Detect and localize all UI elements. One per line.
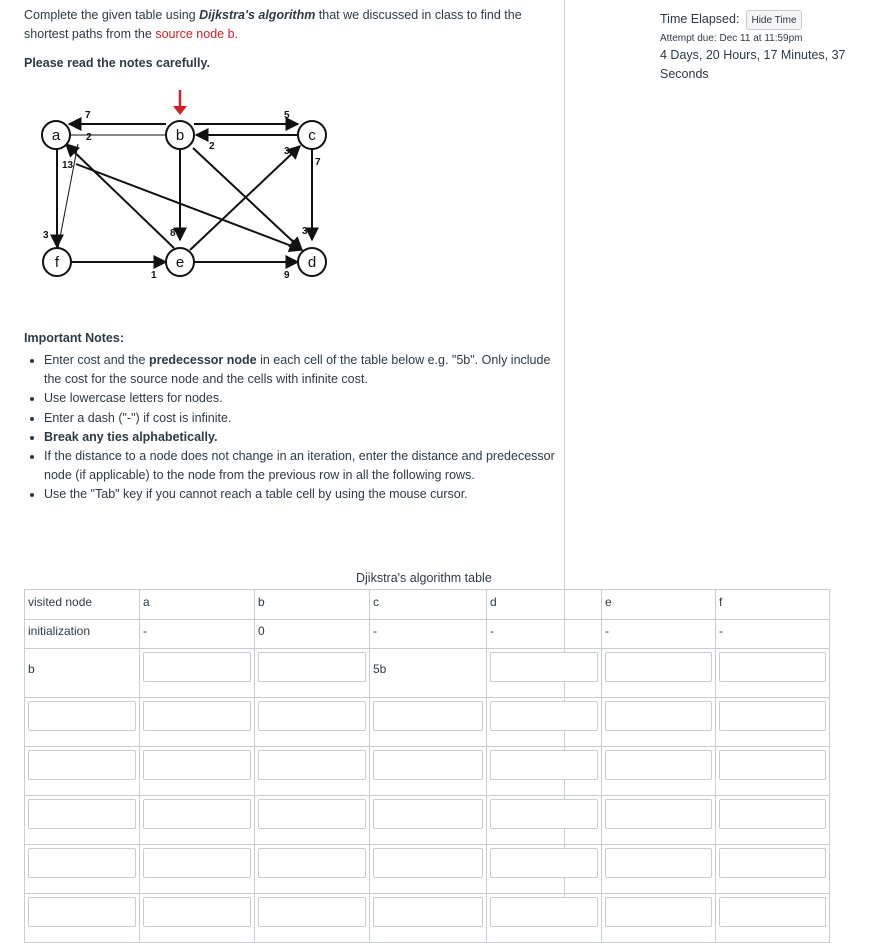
- node-d: [298, 248, 326, 276]
- weight-cd: 7: [315, 157, 321, 168]
- cell-a-input[interactable]: [140, 747, 255, 796]
- notes-title: Important Notes:: [24, 331, 124, 345]
- cell-e-input[interactable]: [602, 796, 716, 845]
- cell-f-input[interactable]: [716, 894, 830, 943]
- weight-ed: 9: [284, 270, 290, 281]
- visited-node-input[interactable]: [25, 796, 140, 845]
- note-item: • If the distance to a node does not change in an iteration, enter the distance and predecessor node (if applicable) to the node from the previous row in all the following rows.: [44, 447, 564, 485]
- visited-node-input[interactable]: [25, 845, 140, 894]
- notes-list: [26, 351, 564, 505]
- source-node-text: source node b.: [155, 27, 239, 41]
- note-item: • Use lowercase letters for nodes.: [44, 389, 564, 408]
- node-a: [42, 121, 70, 149]
- elapsed-time-line-1: 4 Days, 20 Hours, 17 Minutes, 37: [660, 48, 846, 62]
- init-c: -: [370, 620, 487, 649]
- weight-fe: 1: [151, 270, 157, 281]
- svg-text:c: c: [308, 127, 316, 144]
- cell-e-input[interactable]: [602, 747, 716, 796]
- header-c: c: [370, 590, 487, 620]
- init-label: initialization: [25, 620, 140, 649]
- init-d: -: [487, 620, 602, 649]
- header-b: b: [255, 590, 370, 620]
- header-a: a: [140, 590, 255, 620]
- time-elapsed-label: Time Elapsed:: [660, 12, 740, 26]
- note-item: • Enter a dash ("-") if cost is infinite.: [44, 409, 564, 428]
- elapsed-time-line-2: Seconds: [660, 67, 709, 81]
- weight-bd: 3: [302, 226, 308, 237]
- table-row: [25, 845, 830, 894]
- visited-node-input[interactable]: [25, 894, 140, 943]
- cell-b-input[interactable]: [255, 845, 370, 894]
- cell-e-input[interactable]: [602, 649, 716, 698]
- cell-b-input[interactable]: [255, 894, 370, 943]
- cell-f-input[interactable]: [716, 649, 830, 698]
- cell-a-input[interactable]: [140, 698, 255, 747]
- edge-b-d: [193, 148, 302, 250]
- cell-e-input[interactable]: [602, 845, 716, 894]
- init-b: 0: [255, 620, 370, 649]
- cell-a-input[interactable]: [140, 845, 255, 894]
- cell-d-input[interactable]: [487, 649, 602, 698]
- node-c: [298, 121, 326, 149]
- algorithm-name: Dijkstra's algorithm: [199, 8, 316, 22]
- table-row: [25, 796, 830, 845]
- svg-text:f: f: [54, 254, 60, 271]
- cell-e-input[interactable]: [602, 698, 716, 747]
- initialization-row: [25, 620, 830, 649]
- weight-ba: 2: [86, 132, 92, 143]
- cell-c-input[interactable]: [370, 796, 487, 845]
- weight-fa: 13: [62, 160, 74, 171]
- cell-b-input[interactable]: [255, 649, 370, 698]
- svg-text:a: a: [51, 127, 61, 144]
- cell-c-input[interactable]: [370, 845, 487, 894]
- weight-ce: 3: [284, 146, 290, 157]
- please-read-text: Please read the notes carefully.: [24, 56, 210, 70]
- cell-e-input[interactable]: [602, 894, 716, 943]
- cell-d-input[interactable]: [487, 747, 602, 796]
- weight-bc: 5: [284, 110, 290, 121]
- node-b: [166, 121, 194, 149]
- cell-f-input[interactable]: [716, 845, 830, 894]
- header-f: f: [716, 590, 830, 620]
- note-item: • Use the "Tab" key if you cannot reach a table cell by using the mouse cursor.: [44, 485, 564, 504]
- cell-b-input[interactable]: [255, 796, 370, 845]
- table-row: [25, 894, 830, 943]
- node-f: [43, 248, 71, 276]
- svg-text:e: e: [175, 254, 185, 271]
- weight-be: 8: [170, 228, 176, 239]
- cell-d-input[interactable]: [487, 698, 602, 747]
- question-line-1: Complete the given table using Dijkstra's algorithm that we discussed in class to find the: [24, 8, 522, 22]
- init-a: -: [140, 620, 255, 649]
- visited-node-input[interactable]: [25, 698, 140, 747]
- cell-c-value: 5b: [370, 649, 487, 698]
- cell-b-input[interactable]: [255, 698, 370, 747]
- cell-d-input[interactable]: [487, 894, 602, 943]
- dijkstra-table: [24, 589, 830, 943]
- init-f: -: [716, 620, 830, 649]
- source-pointer-arrowhead: [173, 106, 187, 115]
- cell-c-input[interactable]: [370, 747, 487, 796]
- node-e: [166, 248, 194, 276]
- hide-time-button[interactable]: Hide Time: [746, 10, 802, 30]
- note-item: • Break any ties alphabetically.: [44, 428, 564, 447]
- weight-af: 3: [43, 230, 49, 241]
- cell-c-input[interactable]: [370, 698, 487, 747]
- cell-d-input[interactable]: [487, 845, 602, 894]
- weight-cb: 2: [209, 141, 215, 152]
- cell-a-input[interactable]: [140, 894, 255, 943]
- visited-node-input[interactable]: [25, 747, 140, 796]
- header-d: d: [487, 590, 602, 620]
- cell-a-input[interactable]: [140, 796, 255, 845]
- table-row: [25, 649, 830, 698]
- cell-f-input[interactable]: [716, 747, 830, 796]
- cell-f-input[interactable]: [716, 698, 830, 747]
- table-row: [25, 747, 830, 796]
- cell-b-input[interactable]: [255, 747, 370, 796]
- svg-text:b: b: [175, 127, 185, 144]
- header-visited-node: visited node: [25, 590, 140, 620]
- cell-f-input[interactable]: [716, 796, 830, 845]
- cell-a-input[interactable]: [140, 649, 255, 698]
- init-e: -: [602, 620, 716, 649]
- cell-d-input[interactable]: [487, 796, 602, 845]
- table-caption: Djikstra's algorithm table: [356, 571, 492, 585]
- header-e: e: [602, 590, 716, 620]
- graph-diagram: [28, 88, 348, 288]
- visited-node-cell: b: [25, 649, 140, 698]
- cell-c-input[interactable]: [370, 894, 487, 943]
- table-header-row: [25, 590, 830, 620]
- attempt-due-text: Attempt due: Dec 11 at 11:59pm: [660, 33, 803, 44]
- table-row: [25, 698, 830, 747]
- svg-text:d: d: [307, 254, 317, 271]
- question-line-2: shortest paths from the source node b.: [24, 27, 239, 41]
- note-item: • Enter cost and the predecessor node in each cell of the table below e.g. "5b". Only include the cost for the source node and the cells with infinite cost.: [44, 351, 564, 389]
- weight-ab: 7: [85, 110, 91, 121]
